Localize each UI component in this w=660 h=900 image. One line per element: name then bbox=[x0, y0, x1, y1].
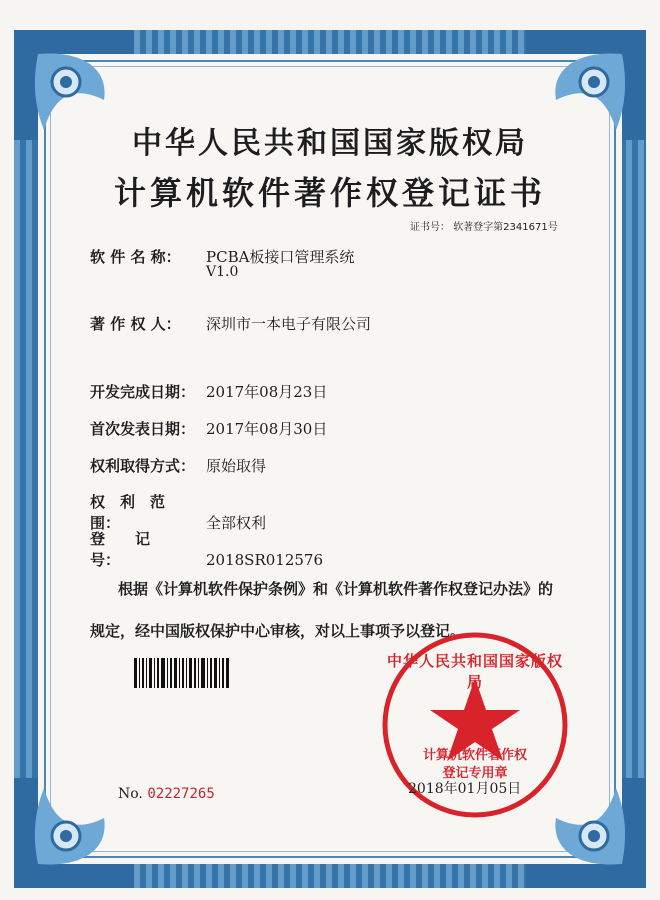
software-name-label: 软 件 名 称： bbox=[90, 248, 181, 266]
statement-line-1: 根据《计算机软件保护条例》和《计算机软件著作权登记办法》的 bbox=[118, 580, 554, 598]
software-name-value: PCBA板接口管理系统 bbox=[206, 248, 355, 266]
statement-line-2: 规定，经中国版权保护中心审核，对以上事项予以登记。 bbox=[90, 622, 466, 640]
serial-number bbox=[118, 786, 215, 802]
serial-label: No. bbox=[118, 786, 143, 802]
pub-date-label: 首次发表日期： bbox=[90, 420, 196, 438]
scope-value: 全部权利 bbox=[206, 514, 267, 532]
barcode-icon bbox=[134, 658, 230, 688]
field-dev-date bbox=[90, 381, 327, 402]
field-acquire bbox=[90, 455, 266, 476]
owner-value: 深圳市一本电子有限公司 bbox=[206, 315, 372, 333]
serial-value: 02227265 bbox=[147, 786, 215, 802]
scope-label: 权 利 范 围： bbox=[90, 493, 181, 532]
field-registration bbox=[90, 528, 323, 570]
issue-date: 2018年01月05日 bbox=[408, 781, 522, 797]
certificate-number-value: 软著登字第2341671号 bbox=[453, 222, 558, 233]
field-scope bbox=[90, 491, 266, 533]
pub-date-value: 2017年08月30日 bbox=[206, 420, 328, 438]
issuer-title: 中华人民共和国国家版权局 bbox=[132, 126, 528, 161]
certificate-title: 计算机软件著作权登记证书 bbox=[113, 174, 546, 212]
field-owner bbox=[90, 313, 371, 334]
seal-line-2: 登记专用章 bbox=[442, 766, 508, 781]
seal-line-1: 计算机软件著作权 bbox=[422, 748, 527, 763]
dev-date-value: 2017年08月23日 bbox=[206, 383, 328, 401]
acquire-label: 权利取得方式： bbox=[90, 457, 196, 475]
dev-date-label: 开发完成日期： bbox=[90, 383, 196, 401]
owner-label: 著 作 权 人： bbox=[90, 315, 181, 333]
certificate-number bbox=[410, 218, 558, 233]
corner-ornament-icon bbox=[14, 778, 134, 888]
registration-label: 登 记 号： bbox=[90, 530, 181, 569]
acquire-value: 原始取得 bbox=[206, 457, 267, 475]
certificate-number-label: 证书号： bbox=[410, 222, 450, 233]
registration-value: 2018SR012576 bbox=[206, 551, 324, 569]
seal-ring-text: 中华人民共和国国家版权局 bbox=[386, 652, 563, 691]
field-pub-date bbox=[90, 418, 327, 439]
software-version: V1.0 bbox=[206, 264, 239, 280]
